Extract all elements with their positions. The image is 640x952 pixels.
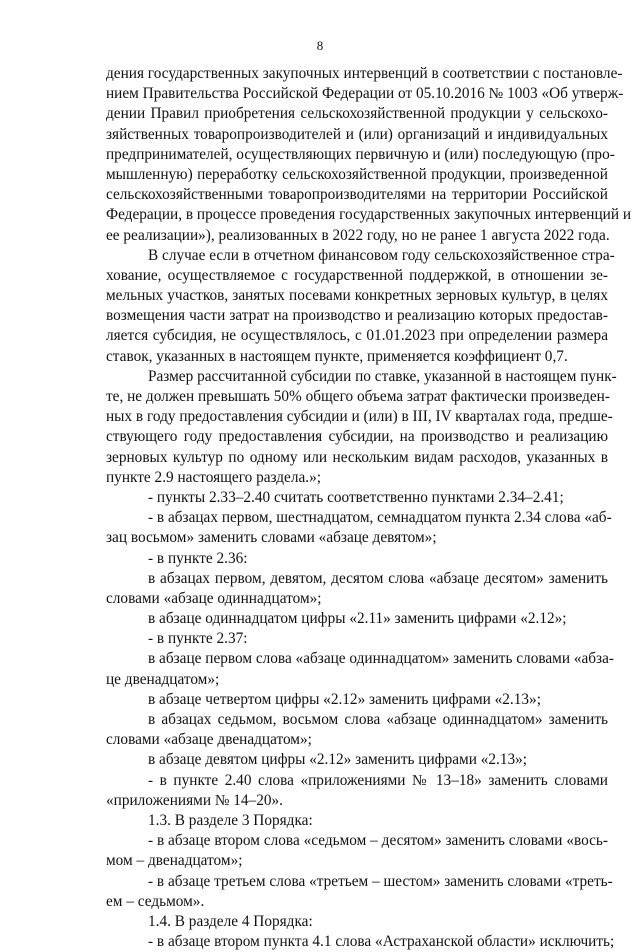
text-line: в абзацах седьмом, восьмом слова «абзаце одиннадцатом» заменить <box>148 711 608 728</box>
text-line: мышленную) переработку сельскохозяйственной продукции, произведенной <box>106 165 608 183</box>
text-line: ных в году предоставления субсидии и (или) в III, IV кварталах года, предше- <box>106 408 613 426</box>
text-line: ем – седьмом». <box>106 892 205 910</box>
text-line: пункте 2.9 настоящего раздела.»; <box>106 468 321 486</box>
text-line: дении Правил приобретения сельскохозяйственной продукции у сельскохо- <box>106 105 608 123</box>
text-line: словами «абзаце одиннадцатом»; <box>106 589 322 607</box>
text-line: зерновых культур по одному или нескольким видам расходов, указанных в <box>106 448 608 466</box>
text-line: в абзаце девятом цифры «2.12» заменить цифрами «2.13»; <box>148 751 528 769</box>
text-line: - в абзаце втором пункта 4.1 слова «Астраханской области» исключить; <box>148 933 615 951</box>
document-body <box>106 64 632 952</box>
text-line: ее реализации»), реализованных в 2022 году, но не ранее 1 августа 2022 года. <box>106 226 610 244</box>
text-line: ставок, указанных в настоящем пункте, применяется коэффициент 0,7. <box>106 347 568 365</box>
page-number: 8 <box>316 38 324 53</box>
text-line: нием Правительства Российской Федерации от 05.10.2016 № 1003 «Об утверж- <box>106 85 624 103</box>
text-line: в абзацах первом, девятом, десятом слова «абзаце десятом» заменить <box>148 569 608 587</box>
text-line: 1.4. В разделе 4 Порядка: <box>148 912 313 930</box>
text-line: ствующего году предоставления субсидии, на производство и реализацию <box>106 428 608 446</box>
text-line: - в пункте 2.37: <box>148 630 248 648</box>
text-line: дения государственных закупочных интервенций в соответствии с постановле- <box>106 65 623 82</box>
text-line: возмещения части затрат на производство и реализацию которых предостав- <box>106 307 608 325</box>
text-line: Размер рассчитанной субсидии по ставке, указанной в настоящем пунк- <box>148 367 617 385</box>
text-line: словами «абзаце двенадцатом»; <box>106 731 312 749</box>
text-line: Федерации, в процессе проведения государственных закупочных интервенций и <box>106 206 632 224</box>
text-line: мом – двенадцатом»; <box>106 852 243 870</box>
text-line: сельскохозяйственными товаропроизводителями на территории Российской <box>106 186 608 204</box>
text-line: в абзаце первом слова «абзаце одиннадцатом» заменить словами «абза- <box>148 650 614 668</box>
text-line: це двенадцатом»; <box>106 670 220 688</box>
text-line: В случае если в отчетном финансовом году сельскохозяйственное стра- <box>148 246 615 264</box>
text-line: те, не должен превышать 50% общего объема затрат фактически произведен- <box>106 388 610 405</box>
text-line: мельных участков, занятых посевами конкретных зерновых культур, в целях <box>106 287 608 305</box>
text-line: в абзаце одиннадцатом цифры «2.11» заменить цифрами «2.12»; <box>148 610 567 628</box>
text-line: - в абзаце втором слова «седьмом – десятом» заменить словами «вось- <box>148 832 608 850</box>
text-line: - в пункте 2.36: <box>148 549 248 567</box>
text-line: - пункты 2.33–2.40 считать соответственно пунктами 2.34–2.41; <box>148 488 564 506</box>
text-line: зяйственных товаропроизводителей и (или) организаций и индивидуальных <box>106 125 608 143</box>
text-line: - в абзаце третьем слова «третьем – шестом» заменить словами «треть- <box>148 872 613 890</box>
text-line: предпринимателей, осуществляющих первичную и (или) последующую (про- <box>106 145 615 163</box>
text-line: хование, осуществляемое с государственной поддержкой, в отношении зе- <box>106 266 608 284</box>
text-line: «приложениями № 14–20». <box>106 791 283 809</box>
text-line: - в пункте 2.40 слова «приложениями № 13–18» заменить словами <box>148 771 608 789</box>
text-line: в абзаце четвертом цифры «2.12» заменить цифрами «2.13»; <box>148 690 541 708</box>
text-line: - в абзацах первом, шестнадцатом, семнадцатом пункта 2.34 слова «аб- <box>148 509 612 527</box>
text-line: зац восьмом» заменить словами «абзаце девятом»; <box>106 529 437 547</box>
text-line: 1.3. В разделе 3 Порядка: <box>148 811 313 829</box>
text-line: ляется субсидия, не осуществлялось, с 01.01.2023 при определении размера <box>106 327 608 345</box>
